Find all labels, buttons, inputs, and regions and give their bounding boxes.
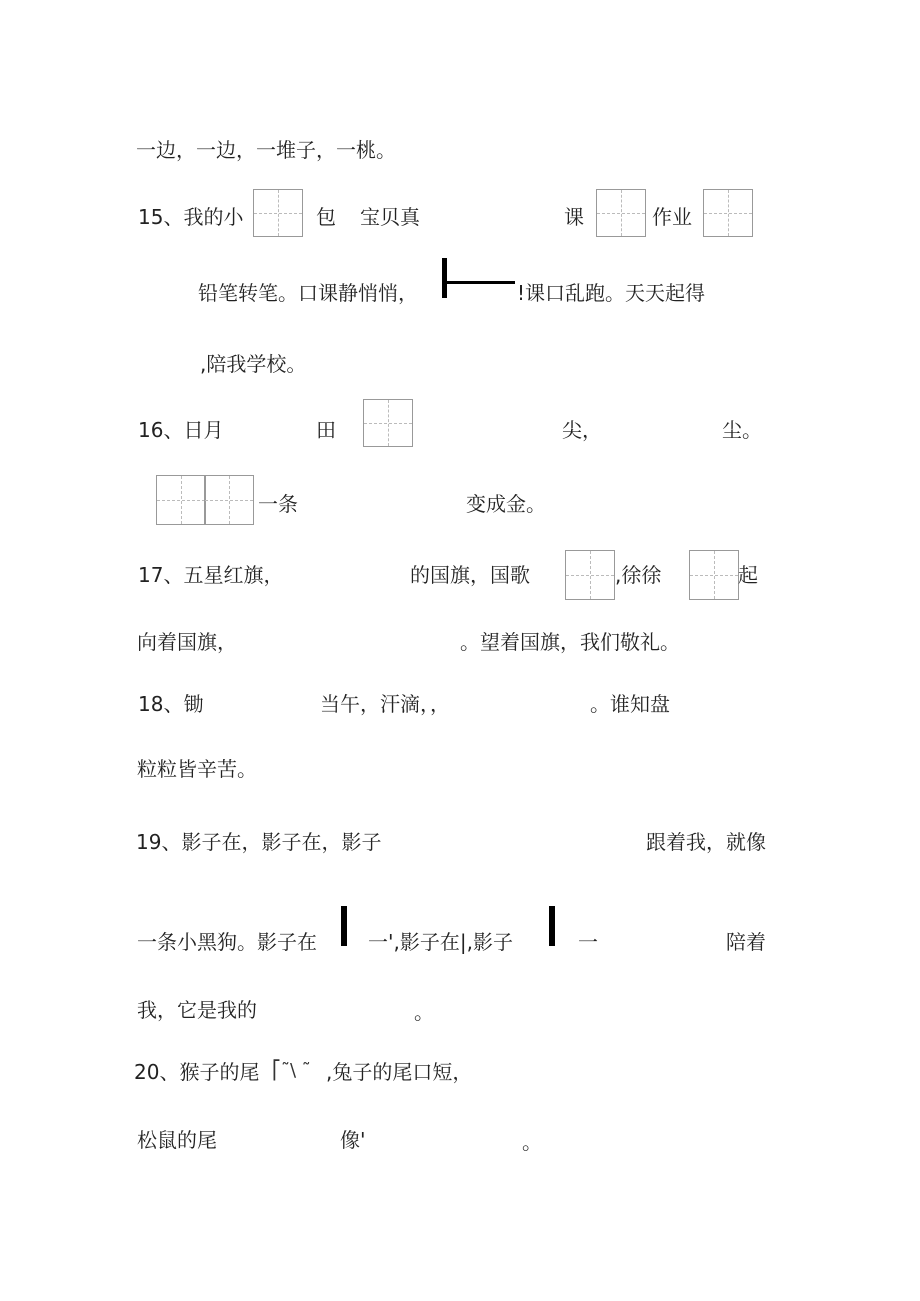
q15-text-c: 课 bbox=[564, 205, 584, 229]
q16-answer-box-2[interactable] bbox=[156, 475, 206, 525]
q15-line3: ,陪我学校。 bbox=[200, 352, 307, 376]
q19-mark-bar-1 bbox=[341, 906, 347, 946]
q20-mark: ⎡˜\ ˜ bbox=[272, 1060, 311, 1081]
q18-label: 18、锄 bbox=[138, 692, 204, 716]
q20-label: 20、猴子的尾 bbox=[134, 1060, 260, 1084]
q20-line2-c: 。 bbox=[522, 1130, 542, 1154]
q15-label: 15、我的小 bbox=[138, 205, 244, 229]
q18-text-a: 当午，汗滴，， bbox=[320, 692, 450, 716]
q20-line2-b: 像' bbox=[340, 1128, 366, 1152]
q15-line2-b: !课口乱跑。天天起得 bbox=[517, 281, 706, 305]
q16-label: 16、日月 bbox=[138, 418, 224, 442]
q17-text-b: ,徐徐 bbox=[615, 563, 662, 587]
q15-text-d: 作业 bbox=[652, 205, 692, 229]
q16-line2-a: 一条 bbox=[258, 492, 298, 516]
q16-text-a: 田 bbox=[316, 418, 336, 442]
q20-text-a: ,兔子的尾口短， bbox=[326, 1060, 473, 1084]
q19-line2-b: 一',影子在|,影子 bbox=[368, 930, 513, 954]
q15-text-b: 宝贝真 bbox=[360, 205, 420, 229]
q17-answer-box-2[interactable] bbox=[689, 550, 739, 600]
q15-mark-line bbox=[447, 281, 515, 284]
q16-text-b: 尖， bbox=[562, 418, 602, 442]
q19-line3-b: 。 bbox=[414, 1000, 434, 1024]
q18-line2: 粒粒皆辛苦。 bbox=[137, 757, 257, 781]
q19-line3-a: 我，它是我的 bbox=[137, 998, 257, 1022]
q19-label: 19、影子在，影子在，影子 bbox=[136, 830, 382, 854]
q15-line2-a: 铅笔转笔。口课静悄悄， bbox=[198, 281, 418, 305]
q15-text-a: 包 bbox=[316, 205, 336, 229]
q20-line2-a: 松鼠的尾 bbox=[137, 1128, 217, 1152]
q17-text-a: 的国旗，国歌 bbox=[410, 563, 530, 587]
q19-line2-a: 一条小黑狗。影子在 bbox=[137, 930, 317, 954]
q19-text-a: 跟着我，就像 bbox=[646, 830, 766, 854]
q15-answer-box-2[interactable] bbox=[596, 189, 646, 237]
q15-mark-bar bbox=[442, 258, 447, 298]
q19-mark-bar-2 bbox=[549, 906, 555, 946]
q16-answer-box-1[interactable] bbox=[363, 399, 413, 447]
q16-answer-box-3[interactable] bbox=[204, 475, 254, 525]
q15-answer-box-3[interactable] bbox=[703, 189, 753, 237]
text-line-14b: 一边，一边，一堆子，一桃。 bbox=[136, 138, 396, 162]
q17-text-c: 起 bbox=[738, 563, 758, 587]
q18-text-b: 。谁知盘 bbox=[590, 692, 670, 716]
q15-answer-box-1[interactable] bbox=[253, 189, 303, 237]
q16-line2-b: 变成金。 bbox=[466, 492, 546, 516]
q17-label: 17、五星红旗， bbox=[138, 563, 284, 587]
q19-line2-c: 一 bbox=[578, 930, 598, 954]
q19-line2-d: 陪着 bbox=[726, 930, 766, 954]
q17-line2-b: 。望着国旗，我们敬礼。 bbox=[460, 630, 680, 654]
q16-text-c: 尘。 bbox=[722, 418, 762, 442]
q17-line2-a: 向着国旗， bbox=[137, 630, 237, 654]
q17-answer-box-1[interactable] bbox=[565, 550, 615, 600]
